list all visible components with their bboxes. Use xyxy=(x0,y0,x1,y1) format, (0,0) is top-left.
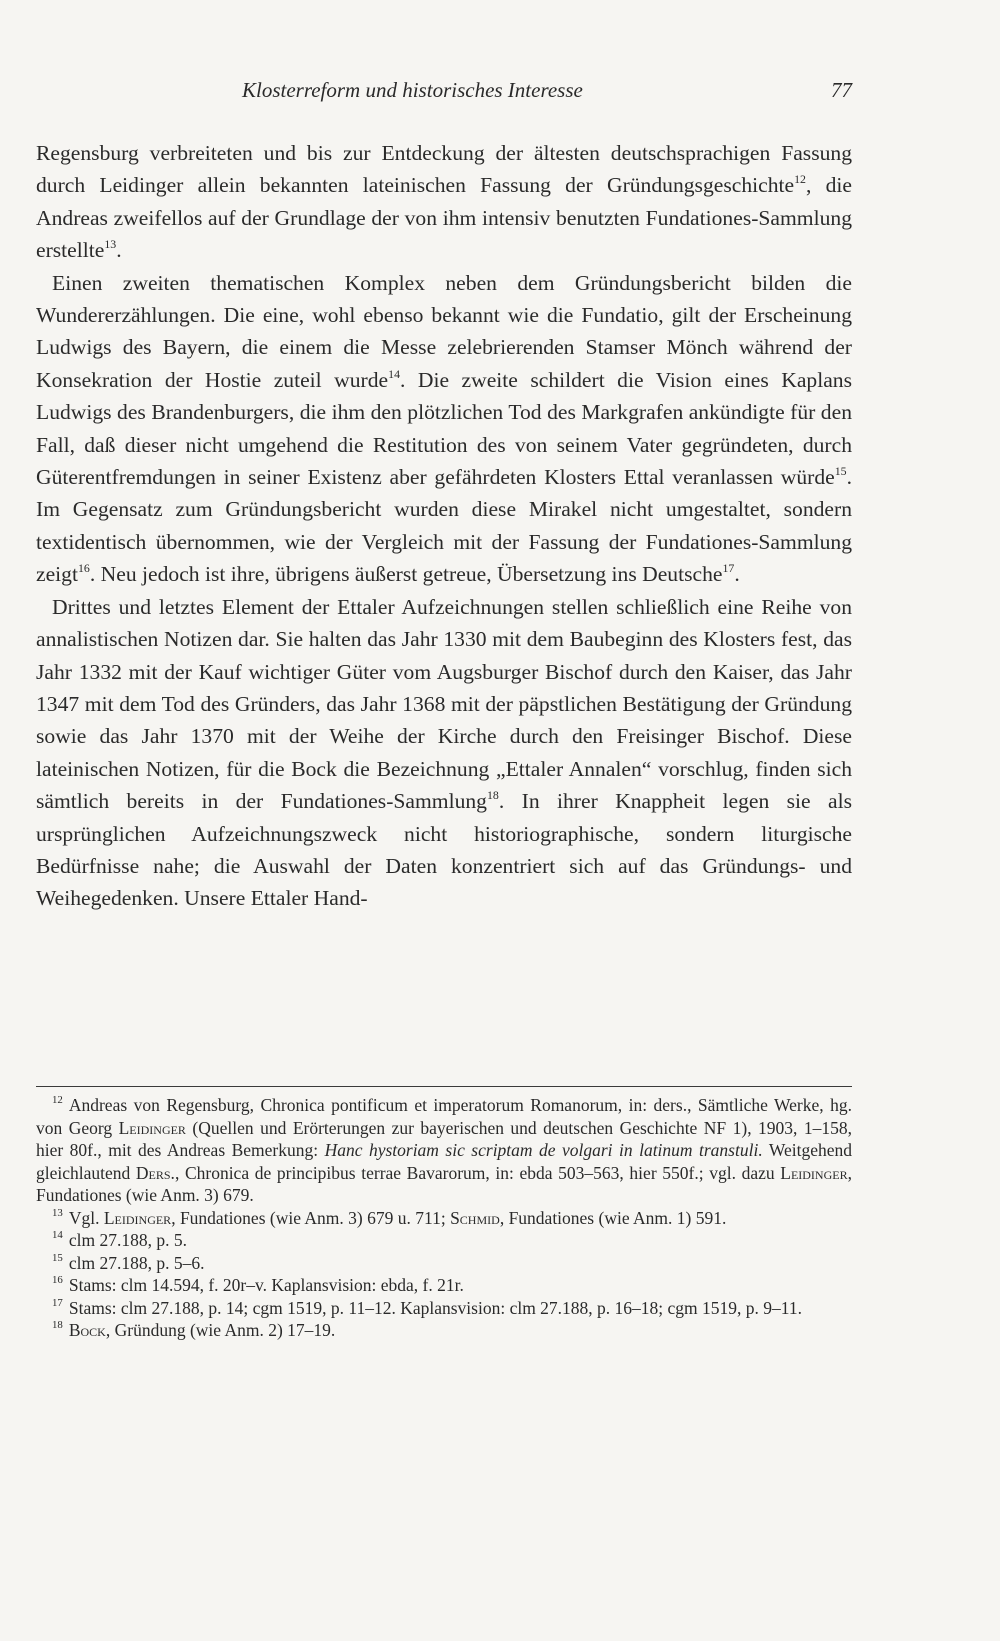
footnote-number: 12 xyxy=(52,1094,63,1107)
author-name: Leidinger xyxy=(118,1117,186,1138)
text-run: Stams: clm 14.594, f. 20r–v. Kaplansvision: ebda, f. 21r. xyxy=(68,1275,464,1295)
running-title: Klosterreform und historisches Interesse xyxy=(242,78,583,102)
text-run: , Fundationes (wie Anm. 1) 591. xyxy=(499,1207,727,1228)
footnote-ref-17[interactable]: 17 xyxy=(722,561,735,576)
text-run: , die Andreas zweifellos auf der Grundlage der von ihm intensiv benutzten Fundationes-Sammlung erstellte xyxy=(36,173,852,263)
footnote-divider xyxy=(36,1086,852,1087)
author-name: Schmid xyxy=(450,1207,500,1228)
footnote-15 xyxy=(36,1252,852,1275)
footnote-14 xyxy=(36,1229,852,1252)
footnote-ref-16[interactable]: 16 xyxy=(77,561,90,576)
text-run: , Chronica de principibus terrae Bavarorum, in: ebda 503–563, hier 550f.; vgl. dazu xyxy=(174,1162,781,1183)
author-name: Leidinger xyxy=(780,1162,848,1183)
footnote-number: 16 xyxy=(52,1274,63,1287)
text-run: Stams: clm 27.188, p. 14; cgm 1519, p. 11–12. Kaplansvision: clm 27.188, p. 16–18; cgm 1519, p. 9–11. xyxy=(68,1297,803,1318)
author-name: Ders. xyxy=(135,1162,175,1183)
text-run: clm 27.188, p. 5. xyxy=(68,1230,187,1250)
author-name: Leidinger xyxy=(103,1207,172,1228)
footnote-12 xyxy=(36,1094,852,1207)
text-run: . Die zweite schildert die Vision eines Kaplans Ludwigs des Brandenburgers, die ihm den plötzlichen Tod des Markgrafen ankündigte für den Fall, daß dieser nicht umgehend die Restitution des von seinem Vater gegründeten, durch Güterentfremdungen in seiner Existenz aber gefährdeten Klosters Ettal veranlassen würde xyxy=(36,367,853,490)
paragraph-1 xyxy=(36,137,852,267)
text-run: (Quellen und Erörterungen zur bayerischen und deutschen Geschichte NF 1), 1903, 1–158, hier 80f., mit des Andreas Bemerkung: xyxy=(36,1117,852,1160)
footnote-number: 13 xyxy=(52,1206,63,1219)
latin-quote: Hanc hystoriam sic scriptam de volgari in latinum transtuli. xyxy=(324,1140,763,1160)
text-run: . Im Gegensatz zum Gründungsbericht wurden diese Mirakel nicht umgestaltet, sondern textidentisch übernommen, wie der Vergleich mit der Fassung der Fundationes-Sammlung zeigt xyxy=(36,465,852,587)
text-run: , Gründung (wie Anm. 2) 17–19. xyxy=(105,1320,336,1340)
text-run: , Fundationes (wie Anm. 3) 679. xyxy=(36,1162,852,1205)
text-run: Drittes und letztes Element der Ettaler Aufzeichnungen stellen schließlich eine Reihe von annalistischen Notizen dar. Sie halten das Jahr 1330 mit dem Baubeginn des Klosters fest, das Jahr 1332 mit der Kauf wichtiger Güter vom Augsburger Bischof durch den Kaiser, das Jahr 1347 mit dem Tod des Gründers, das Jahr 1368 mit der päpstlichen Bestätigung der Gründung sowie das Jahr 1370 mit der Weihe der Kirche durch den Freisinger Bischof. Diese lateinischen Notizen, für die Bock die Bezeichnung „Ettaler Annalen“ vorschlug, finden sich sämtlich bereits in der Fundationes-Sammlung xyxy=(36,594,852,814)
footnote-ref-14[interactable]: 14 xyxy=(388,366,400,381)
text-run: Regensburg verbreiteten und bis zur Entdeckung der ältesten deutschsprachigen Fassung durch Leidinger allein bekannten lateinischen Fassung der Gründungsgeschichte xyxy=(36,141,852,198)
footnote-number: 18 xyxy=(52,1319,63,1332)
footnotes xyxy=(36,1094,852,1342)
footnote-ref-18[interactable]: 18 xyxy=(486,788,499,803)
running-head xyxy=(36,78,852,106)
footnote-ref-13[interactable]: 13 xyxy=(104,237,117,252)
footnote-18 xyxy=(36,1319,852,1342)
footnote-17 xyxy=(36,1297,852,1320)
text-run: , Fundationes (wie Anm. 3) 679 u. 711; xyxy=(171,1207,451,1228)
text-run: clm 27.188, p. 5–6. xyxy=(68,1252,205,1273)
text-run: Einen zweiten thematischen Komplex neben dem Gründungsbericht bilden die Wundererzählungen. Die eine, wohl ebenso bekannt wie die Fundatio, gilt der Erscheinung Ludwigs des Bayern, die einem die Messe zelebrierenden Stamser Mönch während der Konsekration der Hostie zuteil wurde xyxy=(36,270,852,392)
footnote-ref-12[interactable]: 12 xyxy=(794,172,806,187)
paragraph-2 xyxy=(36,267,852,591)
text-run: Vgl. xyxy=(68,1207,104,1228)
text-run: Weitgehend gleichlautend xyxy=(36,1140,853,1183)
footnote-16 xyxy=(36,1274,852,1297)
text-run: . xyxy=(734,562,740,587)
footnote-ref-15[interactable]: 15 xyxy=(834,464,847,479)
text-run: . Neu jedoch ist ihre, übrigens äußerst getreue, Übersetzung ins Deutsche xyxy=(89,562,723,587)
paragraph-3 xyxy=(36,591,852,915)
text-run: Andreas von Regensburg, Chronica pontificum et imperatorum Romanorum, in: ders., Sämtliche Werke, hg. von Georg xyxy=(36,1095,852,1138)
page-number: 77 xyxy=(831,78,852,102)
footnote-number: 14 xyxy=(52,1229,63,1242)
text-run: . xyxy=(116,238,122,263)
text-run: . In ihrer Knappheit legen sie als ursprünglichen Aufzeichnungszweck nicht historiographische, sondern liturgische Bedürfnisse nahe; die Auswahl der Daten konzentriert sich auf das Gründungs- und Weihegedenken. Unsere Ettaler Hand- xyxy=(36,789,852,911)
footnote-number: 17 xyxy=(52,1296,63,1309)
footnote-13 xyxy=(36,1207,852,1230)
main-text xyxy=(36,137,852,915)
footnote-number: 15 xyxy=(52,1251,63,1264)
author-name: Bock xyxy=(68,1320,106,1340)
